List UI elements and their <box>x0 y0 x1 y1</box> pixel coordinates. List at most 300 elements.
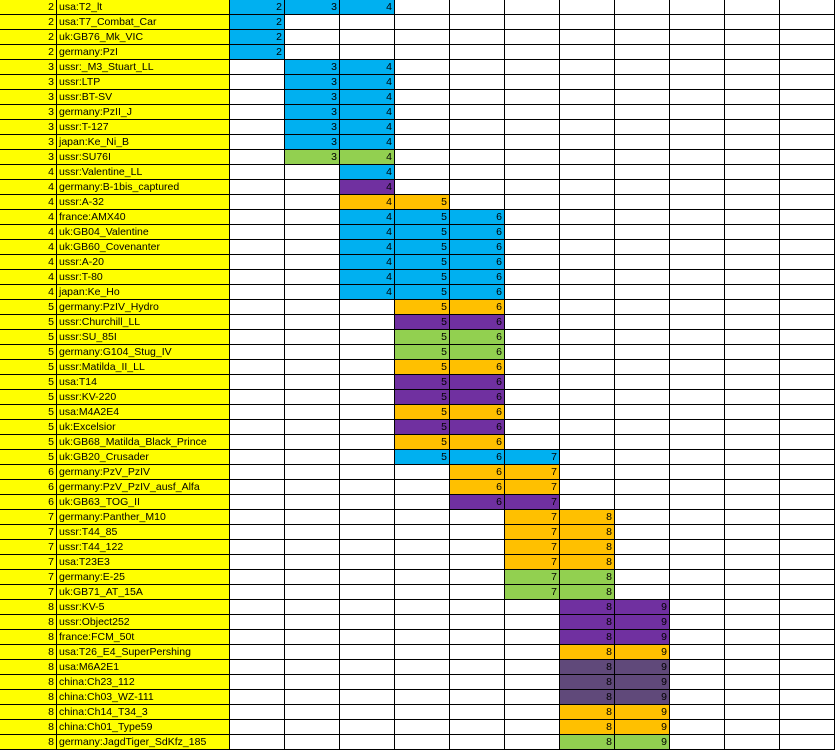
empty-cell[interactable] <box>670 180 725 195</box>
empty-cell[interactable] <box>615 450 670 465</box>
empty-cell[interactable] <box>560 240 615 255</box>
battle-tier-cell[interactable]: 7 <box>505 495 560 510</box>
empty-cell[interactable] <box>670 735 725 750</box>
empty-cell[interactable] <box>780 630 835 645</box>
empty-cell[interactable] <box>285 585 340 600</box>
vehicle-name-cell[interactable]: ussr:T44_85 <box>57 525 230 540</box>
battle-tier-cell[interactable]: 4 <box>340 240 395 255</box>
vehicle-name-cell[interactable]: ussr:A-20 <box>57 255 230 270</box>
empty-cell[interactable] <box>615 495 670 510</box>
empty-cell[interactable] <box>285 675 340 690</box>
empty-cell[interactable] <box>670 255 725 270</box>
battle-tier-cell[interactable]: 4 <box>340 285 395 300</box>
empty-cell[interactable] <box>505 645 560 660</box>
battle-tier-cell[interactable]: 4 <box>340 210 395 225</box>
vehicle-name-cell[interactable]: germany:JagdTiger_SdKfz_185 <box>57 735 230 750</box>
battle-tier-cell[interactable]: 4 <box>340 75 395 90</box>
tier-cell[interactable]: 3 <box>0 90 57 105</box>
empty-cell[interactable] <box>780 660 835 675</box>
empty-cell[interactable] <box>780 510 835 525</box>
empty-cell[interactable] <box>725 330 780 345</box>
vehicle-name-cell[interactable]: usa:M6A2E1 <box>57 660 230 675</box>
empty-cell[interactable] <box>670 240 725 255</box>
vehicle-name-cell[interactable]: germany:E-25 <box>57 570 230 585</box>
battle-tier-cell[interactable]: 4 <box>340 180 395 195</box>
empty-cell[interactable] <box>670 495 725 510</box>
empty-cell[interactable] <box>560 105 615 120</box>
empty-cell[interactable] <box>450 120 505 135</box>
empty-cell[interactable] <box>505 180 560 195</box>
empty-cell[interactable] <box>725 165 780 180</box>
empty-cell[interactable] <box>725 75 780 90</box>
empty-cell[interactable] <box>285 195 340 210</box>
empty-cell[interactable] <box>560 330 615 345</box>
battle-tier-cell[interactable]: 4 <box>340 105 395 120</box>
empty-cell[interactable] <box>285 420 340 435</box>
battle-tier-cell[interactable]: 6 <box>450 375 505 390</box>
empty-cell[interactable] <box>615 345 670 360</box>
empty-cell[interactable] <box>670 0 725 15</box>
empty-cell[interactable] <box>725 345 780 360</box>
empty-cell[interactable] <box>340 45 395 60</box>
empty-cell[interactable] <box>780 495 835 510</box>
empty-cell[interactable] <box>670 60 725 75</box>
empty-cell[interactable] <box>285 15 340 30</box>
empty-cell[interactable] <box>615 585 670 600</box>
empty-cell[interactable] <box>395 75 450 90</box>
tier-cell[interactable]: 3 <box>0 60 57 75</box>
tier-cell[interactable]: 4 <box>0 270 57 285</box>
empty-cell[interactable] <box>505 210 560 225</box>
battle-tier-cell[interactable]: 9 <box>615 690 670 705</box>
empty-cell[interactable] <box>670 390 725 405</box>
vehicle-name-cell[interactable]: ussr:T44_122 <box>57 540 230 555</box>
empty-cell[interactable] <box>725 600 780 615</box>
empty-cell[interactable] <box>285 645 340 660</box>
battle-tier-cell[interactable]: 9 <box>615 645 670 660</box>
empty-cell[interactable] <box>450 510 505 525</box>
empty-cell[interactable] <box>670 75 725 90</box>
empty-cell[interactable] <box>615 255 670 270</box>
empty-cell[interactable] <box>450 645 505 660</box>
battle-tier-cell[interactable]: 8 <box>560 570 615 585</box>
battle-tier-cell[interactable]: 8 <box>560 600 615 615</box>
empty-cell[interactable] <box>230 630 285 645</box>
empty-cell[interactable] <box>725 60 780 75</box>
empty-cell[interactable] <box>505 345 560 360</box>
empty-cell[interactable] <box>560 315 615 330</box>
battle-tier-cell[interactable]: 7 <box>505 585 560 600</box>
vehicle-name-cell[interactable]: ussr:BT-SV <box>57 90 230 105</box>
empty-cell[interactable] <box>285 270 340 285</box>
empty-cell[interactable] <box>340 315 395 330</box>
empty-cell[interactable] <box>230 315 285 330</box>
tier-cell[interactable]: 7 <box>0 570 57 585</box>
empty-cell[interactable] <box>230 60 285 75</box>
battle-tier-cell[interactable]: 5 <box>395 390 450 405</box>
empty-cell[interactable] <box>505 30 560 45</box>
empty-cell[interactable] <box>670 675 725 690</box>
battle-tier-cell[interactable]: 7 <box>505 570 560 585</box>
empty-cell[interactable] <box>780 705 835 720</box>
empty-cell[interactable] <box>615 300 670 315</box>
empty-cell[interactable] <box>450 195 505 210</box>
empty-cell[interactable] <box>780 240 835 255</box>
empty-cell[interactable] <box>725 495 780 510</box>
empty-cell[interactable] <box>285 180 340 195</box>
empty-cell[interactable] <box>725 135 780 150</box>
empty-cell[interactable] <box>725 480 780 495</box>
empty-cell[interactable] <box>615 435 670 450</box>
vehicle-name-cell[interactable]: ussr:KV-5 <box>57 600 230 615</box>
vehicle-name-cell[interactable]: japan:Ke_Ho <box>57 285 230 300</box>
battle-tier-cell[interactable]: 8 <box>560 690 615 705</box>
battle-tier-cell[interactable]: 9 <box>615 675 670 690</box>
vehicle-name-cell[interactable]: uk:GB20_Crusader <box>57 450 230 465</box>
empty-cell[interactable] <box>780 90 835 105</box>
empty-cell[interactable] <box>340 330 395 345</box>
empty-cell[interactable] <box>340 465 395 480</box>
empty-cell[interactable] <box>615 105 670 120</box>
tier-cell[interactable]: 5 <box>0 405 57 420</box>
empty-cell[interactable] <box>505 630 560 645</box>
empty-cell[interactable] <box>285 360 340 375</box>
tier-cell[interactable]: 3 <box>0 135 57 150</box>
empty-cell[interactable] <box>230 450 285 465</box>
empty-cell[interactable] <box>725 90 780 105</box>
empty-cell[interactable] <box>505 135 560 150</box>
tier-cell[interactable]: 7 <box>0 525 57 540</box>
empty-cell[interactable] <box>230 555 285 570</box>
empty-cell[interactable] <box>230 165 285 180</box>
empty-cell[interactable] <box>615 390 670 405</box>
empty-cell[interactable] <box>450 720 505 735</box>
empty-cell[interactable] <box>230 465 285 480</box>
battle-tier-cell[interactable]: 8 <box>560 660 615 675</box>
battle-tier-cell[interactable]: 7 <box>505 525 560 540</box>
empty-cell[interactable] <box>780 450 835 465</box>
empty-cell[interactable] <box>505 600 560 615</box>
tier-cell[interactable]: 4 <box>0 225 57 240</box>
battle-tier-cell[interactable]: 7 <box>505 510 560 525</box>
empty-cell[interactable] <box>340 540 395 555</box>
empty-cell[interactable] <box>670 555 725 570</box>
empty-cell[interactable] <box>505 615 560 630</box>
empty-cell[interactable] <box>670 345 725 360</box>
battle-tier-cell[interactable]: 3 <box>285 120 340 135</box>
battle-tier-cell[interactable]: 2 <box>230 30 285 45</box>
battle-tier-cell[interactable]: 6 <box>450 405 505 420</box>
empty-cell[interactable] <box>615 135 670 150</box>
empty-cell[interactable] <box>285 345 340 360</box>
empty-cell[interactable] <box>615 210 670 225</box>
battle-tier-cell[interactable]: 8 <box>560 555 615 570</box>
empty-cell[interactable] <box>725 615 780 630</box>
empty-cell[interactable] <box>230 570 285 585</box>
empty-cell[interactable] <box>725 225 780 240</box>
empty-cell[interactable] <box>725 285 780 300</box>
battle-tier-cell[interactable]: 3 <box>285 75 340 90</box>
battle-tier-cell[interactable]: 4 <box>340 195 395 210</box>
empty-cell[interactable] <box>670 435 725 450</box>
empty-cell[interactable] <box>450 690 505 705</box>
empty-cell[interactable] <box>560 285 615 300</box>
vehicle-name-cell[interactable]: germany:PzII_J <box>57 105 230 120</box>
battle-tier-cell[interactable]: 8 <box>560 525 615 540</box>
empty-cell[interactable] <box>450 180 505 195</box>
battle-tier-cell[interactable]: 9 <box>615 600 670 615</box>
empty-cell[interactable] <box>670 225 725 240</box>
empty-cell[interactable] <box>340 660 395 675</box>
battle-tier-cell[interactable]: 9 <box>615 660 670 675</box>
empty-cell[interactable] <box>230 705 285 720</box>
empty-cell[interactable] <box>670 720 725 735</box>
empty-cell[interactable] <box>780 360 835 375</box>
empty-cell[interactable] <box>450 0 505 15</box>
battle-tier-cell[interactable]: 8 <box>560 630 615 645</box>
vehicle-name-cell[interactable]: ussr:Matilda_II_LL <box>57 360 230 375</box>
empty-cell[interactable] <box>670 105 725 120</box>
empty-cell[interactable] <box>505 330 560 345</box>
empty-cell[interactable] <box>780 480 835 495</box>
empty-cell[interactable] <box>560 270 615 285</box>
empty-cell[interactable] <box>615 480 670 495</box>
battle-tier-cell[interactable]: 5 <box>395 450 450 465</box>
empty-cell[interactable] <box>670 465 725 480</box>
empty-cell[interactable] <box>670 525 725 540</box>
empty-cell[interactable] <box>560 420 615 435</box>
empty-cell[interactable] <box>395 60 450 75</box>
battle-tier-cell[interactable]: 6 <box>450 255 505 270</box>
empty-cell[interactable] <box>505 360 560 375</box>
tier-cell[interactable]: 8 <box>0 660 57 675</box>
empty-cell[interactable] <box>505 270 560 285</box>
empty-cell[interactable] <box>615 570 670 585</box>
battle-tier-cell[interactable]: 3 <box>285 60 340 75</box>
empty-cell[interactable] <box>395 90 450 105</box>
empty-cell[interactable] <box>560 225 615 240</box>
empty-cell[interactable] <box>340 645 395 660</box>
empty-cell[interactable] <box>780 165 835 180</box>
battle-tier-cell[interactable]: 5 <box>395 345 450 360</box>
empty-cell[interactable] <box>230 435 285 450</box>
empty-cell[interactable] <box>780 135 835 150</box>
empty-cell[interactable] <box>340 510 395 525</box>
empty-cell[interactable] <box>450 165 505 180</box>
empty-cell[interactable] <box>505 15 560 30</box>
empty-cell[interactable] <box>285 720 340 735</box>
empty-cell[interactable] <box>780 465 835 480</box>
empty-cell[interactable] <box>505 285 560 300</box>
empty-cell[interactable] <box>725 240 780 255</box>
empty-cell[interactable] <box>230 225 285 240</box>
tier-cell[interactable]: 6 <box>0 480 57 495</box>
empty-cell[interactable] <box>395 555 450 570</box>
empty-cell[interactable] <box>560 375 615 390</box>
empty-cell[interactable] <box>285 45 340 60</box>
empty-cell[interactable] <box>780 435 835 450</box>
empty-cell[interactable] <box>670 195 725 210</box>
empty-cell[interactable] <box>560 405 615 420</box>
empty-cell[interactable] <box>615 465 670 480</box>
empty-cell[interactable] <box>450 540 505 555</box>
empty-cell[interactable] <box>285 315 340 330</box>
battle-tier-cell[interactable]: 6 <box>450 210 505 225</box>
empty-cell[interactable] <box>505 675 560 690</box>
vehicle-name-cell[interactable]: ussr:LTP <box>57 75 230 90</box>
battle-tier-cell[interactable]: 8 <box>560 645 615 660</box>
tier-cell[interactable]: 3 <box>0 75 57 90</box>
vehicle-name-cell[interactable]: france:FCM_50t <box>57 630 230 645</box>
battle-tier-cell[interactable]: 4 <box>340 165 395 180</box>
vehicle-name-cell[interactable]: china:Ch23_112 <box>57 675 230 690</box>
empty-cell[interactable] <box>780 195 835 210</box>
empty-cell[interactable] <box>285 600 340 615</box>
empty-cell[interactable] <box>780 75 835 90</box>
empty-cell[interactable] <box>725 30 780 45</box>
empty-cell[interactable] <box>780 375 835 390</box>
empty-cell[interactable] <box>505 255 560 270</box>
empty-cell[interactable] <box>285 405 340 420</box>
empty-cell[interactable] <box>780 300 835 315</box>
empty-cell[interactable] <box>780 285 835 300</box>
empty-cell[interactable] <box>560 60 615 75</box>
empty-cell[interactable] <box>340 480 395 495</box>
battle-tier-cell[interactable]: 5 <box>395 330 450 345</box>
empty-cell[interactable] <box>230 195 285 210</box>
empty-cell[interactable] <box>615 330 670 345</box>
empty-cell[interactable] <box>780 45 835 60</box>
battle-tier-cell[interactable]: 6 <box>450 270 505 285</box>
vehicle-name-cell[interactable]: usa:T7_Combat_Car <box>57 15 230 30</box>
empty-cell[interactable] <box>230 375 285 390</box>
battle-tier-cell[interactable]: 8 <box>560 675 615 690</box>
empty-cell[interactable] <box>725 405 780 420</box>
battle-tier-cell[interactable]: 5 <box>395 360 450 375</box>
battle-tier-cell[interactable]: 3 <box>285 135 340 150</box>
battle-tier-cell[interactable]: 6 <box>450 225 505 240</box>
tier-cell[interactable]: 3 <box>0 120 57 135</box>
empty-cell[interactable] <box>230 180 285 195</box>
empty-cell[interactable] <box>615 525 670 540</box>
empty-cell[interactable] <box>230 615 285 630</box>
empty-cell[interactable] <box>560 30 615 45</box>
empty-cell[interactable] <box>560 90 615 105</box>
empty-cell[interactable] <box>780 105 835 120</box>
empty-cell[interactable] <box>505 0 560 15</box>
empty-cell[interactable] <box>780 210 835 225</box>
empty-cell[interactable] <box>780 0 835 15</box>
battle-tier-cell[interactable]: 8 <box>560 615 615 630</box>
empty-cell[interactable] <box>450 150 505 165</box>
battle-tier-cell[interactable]: 6 <box>450 495 505 510</box>
empty-cell[interactable] <box>230 510 285 525</box>
empty-cell[interactable] <box>670 405 725 420</box>
battle-tier-cell[interactable]: 5 <box>395 225 450 240</box>
empty-cell[interactable] <box>725 645 780 660</box>
battle-tier-cell[interactable]: 4 <box>340 0 395 15</box>
battle-tier-cell[interactable]: 2 <box>230 0 285 15</box>
empty-cell[interactable] <box>670 270 725 285</box>
tier-cell[interactable]: 7 <box>0 585 57 600</box>
battle-tier-cell[interactable]: 4 <box>340 90 395 105</box>
empty-cell[interactable] <box>560 0 615 15</box>
vehicle-name-cell[interactable]: germany:G104_Stug_IV <box>57 345 230 360</box>
empty-cell[interactable] <box>395 105 450 120</box>
empty-cell[interactable] <box>615 270 670 285</box>
battle-tier-cell[interactable]: 4 <box>340 225 395 240</box>
empty-cell[interactable] <box>615 225 670 240</box>
battle-tier-cell[interactable]: 5 <box>395 315 450 330</box>
empty-cell[interactable] <box>230 120 285 135</box>
empty-cell[interactable] <box>560 210 615 225</box>
empty-cell[interactable] <box>450 45 505 60</box>
empty-cell[interactable] <box>780 570 835 585</box>
vehicle-name-cell[interactable]: ussr:Churchill_LL <box>57 315 230 330</box>
empty-cell[interactable] <box>340 375 395 390</box>
empty-cell[interactable] <box>560 150 615 165</box>
empty-cell[interactable] <box>725 255 780 270</box>
empty-cell[interactable] <box>285 540 340 555</box>
empty-cell[interactable] <box>670 315 725 330</box>
empty-cell[interactable] <box>505 120 560 135</box>
empty-cell[interactable] <box>395 465 450 480</box>
empty-cell[interactable] <box>615 165 670 180</box>
empty-cell[interactable] <box>670 585 725 600</box>
tier-cell[interactable]: 8 <box>0 690 57 705</box>
battle-tier-cell[interactable]: 6 <box>450 330 505 345</box>
empty-cell[interactable] <box>615 360 670 375</box>
empty-cell[interactable] <box>230 330 285 345</box>
battle-tier-cell[interactable]: 5 <box>395 270 450 285</box>
empty-cell[interactable] <box>725 570 780 585</box>
empty-cell[interactable] <box>505 240 560 255</box>
empty-cell[interactable] <box>450 660 505 675</box>
empty-cell[interactable] <box>615 150 670 165</box>
empty-cell[interactable] <box>230 285 285 300</box>
empty-cell[interactable] <box>725 195 780 210</box>
empty-cell[interactable] <box>395 120 450 135</box>
tier-cell[interactable]: 8 <box>0 615 57 630</box>
empty-cell[interactable] <box>670 210 725 225</box>
tier-cell[interactable]: 4 <box>0 165 57 180</box>
empty-cell[interactable] <box>230 75 285 90</box>
empty-cell[interactable] <box>560 480 615 495</box>
empty-cell[interactable] <box>340 420 395 435</box>
empty-cell[interactable] <box>560 120 615 135</box>
empty-cell[interactable] <box>285 480 340 495</box>
empty-cell[interactable] <box>285 465 340 480</box>
empty-cell[interactable] <box>615 420 670 435</box>
tier-cell[interactable]: 2 <box>0 30 57 45</box>
empty-cell[interactable] <box>230 300 285 315</box>
empty-cell[interactable] <box>230 345 285 360</box>
empty-cell[interactable] <box>340 300 395 315</box>
vehicle-name-cell[interactable]: ussr:KV-220 <box>57 390 230 405</box>
empty-cell[interactable] <box>395 165 450 180</box>
empty-cell[interactable] <box>725 675 780 690</box>
empty-cell[interactable] <box>395 705 450 720</box>
empty-cell[interactable] <box>615 30 670 45</box>
empty-cell[interactable] <box>670 360 725 375</box>
battle-tier-cell[interactable]: 5 <box>395 285 450 300</box>
tier-cell[interactable]: 8 <box>0 735 57 750</box>
empty-cell[interactable] <box>450 30 505 45</box>
empty-cell[interactable] <box>670 45 725 60</box>
empty-cell[interactable] <box>230 270 285 285</box>
battle-tier-cell[interactable]: 6 <box>450 390 505 405</box>
empty-cell[interactable] <box>560 255 615 270</box>
